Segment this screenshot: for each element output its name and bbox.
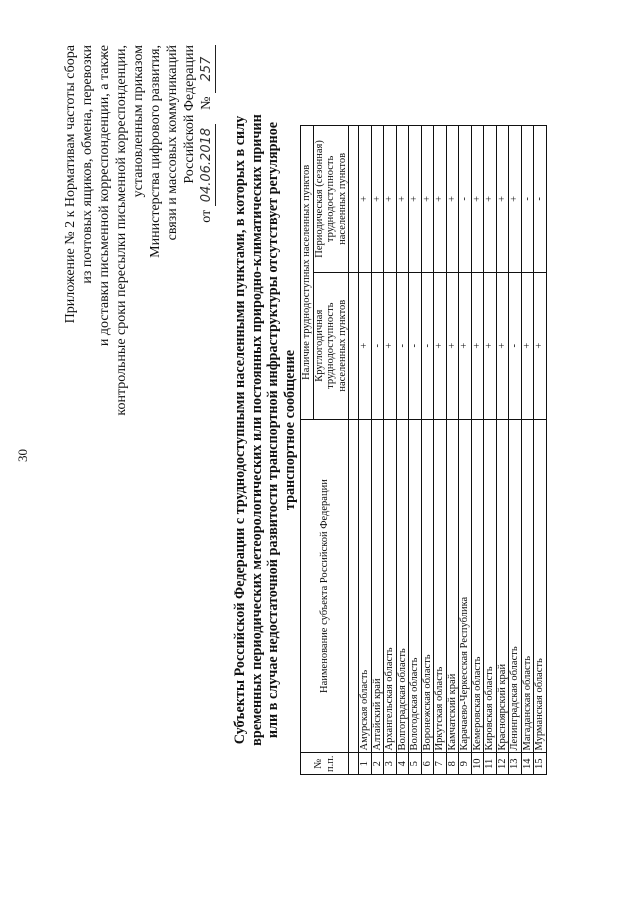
region-name: Иркутская область [434,419,447,753]
region-name: Воронежская область [421,419,434,753]
year-round-mark: + [446,272,459,419]
header-number: № п.п. [301,753,349,775]
annex-line: установленным приказом [131,45,146,198]
table-row [396,126,409,775]
table-row [496,126,509,775]
annex-line: Министерства цифрового развития, [148,45,163,258]
row-number: 9 [459,753,472,775]
table-row [509,126,522,775]
region-name: Камчатский край [446,419,459,753]
seasonal-mark: + [421,126,434,273]
year-round-mark: + [484,272,497,419]
year-round-mark: - [409,272,422,419]
annex-line: Российской Федерации [182,45,197,184]
region-name: Алтайский край [371,419,384,753]
year-round-mark: - [371,272,384,419]
table-row [484,126,497,775]
region-name: Архангельская область [384,419,397,753]
table-row [446,126,459,775]
year-round-mark: + [459,272,472,419]
region-name: Магаданская область [521,419,534,753]
table-row [471,126,484,775]
row-number: 1 [359,753,372,775]
region-name: Красноярский край [496,419,509,753]
year-round-mark: + [534,272,547,419]
table-body [359,126,547,775]
seasonal-mark: + [471,126,484,273]
region-name: Ленинградская область [509,419,522,753]
row-number: 11 [484,753,497,775]
region-name: Вологодская область [409,419,422,753]
table-row [409,126,422,775]
row-number: 3 [384,753,397,775]
year-round-mark: - [396,272,409,419]
row-number: 4 [396,753,409,775]
handwritten-number: 257 [198,45,216,93]
seasonal-mark: + [409,126,422,273]
row-number: 7 [434,753,447,775]
table-row [384,126,397,775]
header-seasonal: Периодическая (сезонная) труднодоступность населенных пунктов [313,126,349,273]
row-number: 12 [496,753,509,775]
year-round-mark: - [509,272,522,419]
year-round-mark: - [421,272,434,419]
region-name: Кемеровская область [471,419,484,753]
date-prefix: от [199,209,214,223]
seasonal-mark: + [496,126,509,273]
annex-line: и доставки письменной корреспонденции, а также [97,45,112,347]
seasonal-mark: + [396,126,409,273]
seasonal-mark: + [371,126,384,273]
number-prefix: № [199,96,214,110]
region-name: Мурманская область [534,419,547,753]
seasonal-mark: - [534,126,547,273]
annex-block [62,45,216,465]
handwritten-date: 04.06.2018 [198,124,216,206]
region-name: Амурская область [359,419,372,753]
region-name: Карачаево-Черкесская Республика [459,419,472,753]
year-round-mark: + [521,272,534,419]
table-row [359,126,372,775]
table-row [459,126,472,775]
header-region-name: Наименование субъекта Российской Федерации [301,419,349,753]
seasonal-mark: - [459,126,472,273]
year-round-mark: + [471,272,484,419]
row-number: 14 [521,753,534,775]
row-number: 13 [509,753,522,775]
row-number: 15 [534,753,547,775]
row-number: 5 [409,753,422,775]
seasonal-mark: + [446,126,459,273]
seasonal-mark: + [509,126,522,273]
table-row [421,126,434,775]
table-row [521,126,534,775]
header-group: Наличие труднодоступных населенных пунктов [301,126,314,420]
regions-table [300,125,547,775]
region-name: Волгоградская область [396,419,409,753]
annex-line: контрольные сроки пересылки письменной корреспонденции, [114,45,129,416]
row-number: 2 [371,753,384,775]
table-row [434,126,447,775]
row-number: 10 [471,753,484,775]
page-number: 30 [15,449,30,462]
annex-line: Приложение № 2 к Нормативам частоты сбора [63,45,78,324]
table-row [534,126,547,775]
table-row [371,126,384,775]
annex-line: из почтовых ящиков, обмена, перевозки [80,45,95,284]
year-round-mark: + [384,272,397,419]
annex-line: связи и массовых коммуникаций [165,45,180,241]
seasonal-mark: + [359,126,372,273]
year-round-mark: + [496,272,509,419]
seasonal-mark: - [521,126,534,273]
row-number: 8 [446,753,459,775]
annex-date-line [198,45,216,465]
row-number: 6 [421,753,434,775]
region-name: Кировская область [484,419,497,753]
year-round-mark: + [359,272,372,419]
spacer-row [349,126,359,775]
seasonal-mark: + [384,126,397,273]
document-title: Субъекты Российской Федерации с труднодоступными населенными пунктами, в которых в силу временных периодических метеорологических или постоянных природно-климатических причин или в случае недостаточной развитости транспортной инфраструктуры отсутствует регулярное транспортное сообщение [232,114,298,746]
seasonal-mark: + [434,126,447,273]
seasonal-mark: + [484,126,497,273]
year-round-mark: + [434,272,447,419]
header-year-round: Круглогодичная труднодоступность населенных пунктов [313,272,349,419]
